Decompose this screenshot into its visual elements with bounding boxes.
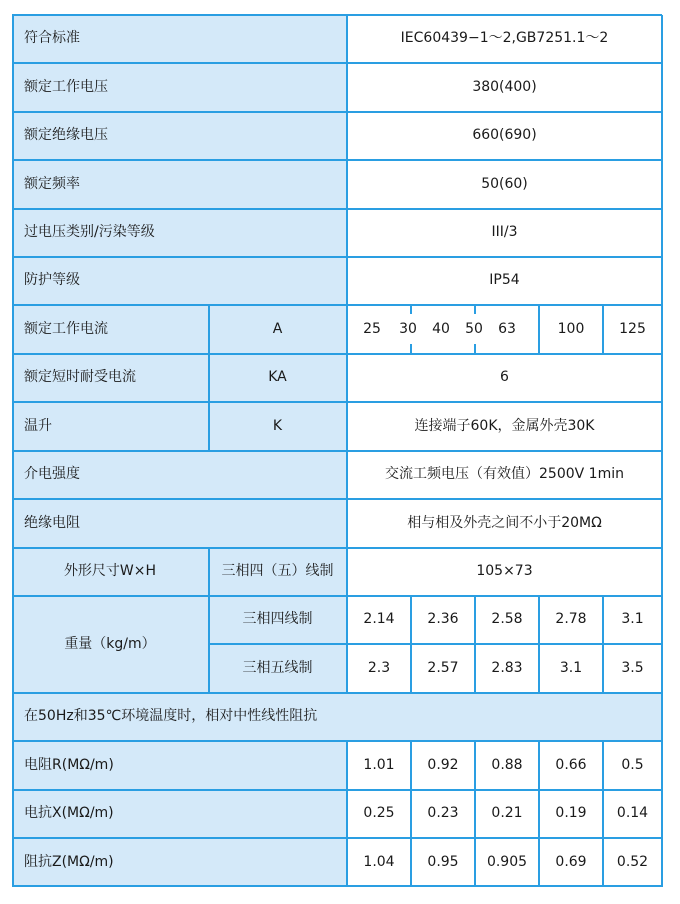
unit-temp-rise: K	[208, 403, 347, 450]
weight-five-wire-value: 2.83	[475, 645, 539, 692]
column-divider	[602, 740, 604, 887]
column-divider	[410, 595, 412, 693]
current-value: 30	[395, 306, 421, 353]
column-divider	[346, 740, 348, 887]
column-divider	[346, 15, 348, 693]
resistance-value: 0.66	[539, 742, 603, 789]
column-divider	[538, 740, 540, 887]
row-label-weight: 重量（kg/m）	[12, 596, 208, 692]
reactance-value: 0.25	[347, 790, 411, 837]
row-label-impedance: 阻抗Z(MΩ/m)	[12, 839, 347, 886]
impedance-value: 0.95	[411, 839, 475, 886]
row-label-short-time: 额定短时耐受电流	[12, 354, 208, 401]
row-divider	[12, 837, 662, 839]
row-divider	[12, 208, 662, 210]
row-label-rated-voltage: 额定工作电压	[12, 64, 347, 111]
weight-four-wire-value: 2.14	[347, 596, 411, 643]
row-divider	[12, 159, 662, 161]
current-value: 50	[461, 306, 487, 353]
column-divider	[602, 595, 604, 693]
value-protection: IP54	[347, 257, 662, 304]
row-divider	[12, 498, 662, 500]
weight-five-wire-label: 三相五线制	[208, 645, 347, 692]
resistance-value: 0.92	[411, 742, 475, 789]
reactance-value: 0.23	[411, 790, 475, 837]
impedance-value: 0.905	[475, 839, 539, 886]
reactance-value: 0.14	[603, 790, 662, 837]
reactance-value: 0.21	[475, 790, 539, 837]
weight-four-wire-label: 三相四线制	[208, 596, 347, 643]
resistance-value: 1.01	[347, 742, 411, 789]
weight-five-wire-value: 2.57	[411, 645, 475, 692]
column-divider	[208, 548, 210, 693]
column-divider	[538, 595, 540, 693]
impedance-heading: 在50Hz和35℃环境温度时，相对中性线性阻抗	[12, 693, 662, 740]
column-divider	[602, 305, 604, 353]
value-insulation-resistance: 相与相及外壳之间不小于20MΩ	[347, 500, 662, 547]
value-dielectric: 交流工频电压（有效值）2500V 1min	[347, 451, 662, 498]
unit-short-time: KA	[208, 354, 347, 401]
weight-four-wire-value: 2.36	[411, 596, 475, 643]
column-divider	[661, 15, 663, 887]
row-label-insulation-resistance: 绝缘电阻	[12, 500, 347, 547]
current-tick	[474, 344, 476, 353]
weight-four-wire-value: 3.1	[603, 596, 662, 643]
row-divider	[12, 692, 662, 694]
weight-four-wire-value: 2.58	[475, 596, 539, 643]
row-divider	[12, 789, 662, 791]
value-dimensions: 105×73	[347, 548, 662, 595]
column-divider	[474, 595, 476, 693]
column-divider	[474, 740, 476, 887]
row-divider	[12, 401, 662, 403]
row-divider	[12, 595, 662, 597]
resistance-value: 0.5	[603, 742, 662, 789]
row-divider	[12, 547, 662, 549]
row-label-insulation-voltage: 额定绝缘电压	[12, 112, 347, 159]
row-divider	[12, 740, 662, 742]
column-divider	[538, 305, 540, 353]
impedance-value: 1.04	[347, 839, 411, 886]
resistance-value: 0.88	[475, 742, 539, 789]
value-overvoltage: III/3	[347, 209, 662, 256]
column-divider	[12, 15, 14, 887]
spec-table	[12, 15, 662, 887]
reactance-value: 0.19	[539, 790, 603, 837]
impedance-value: 0.69	[539, 839, 603, 886]
row-divider	[12, 353, 662, 355]
row-divider	[12, 304, 662, 306]
current-value: 25	[359, 306, 385, 353]
column-divider	[410, 740, 412, 887]
row-divider	[12, 450, 662, 452]
current-tick	[410, 344, 412, 353]
current-value: 125	[603, 306, 662, 353]
row-label-dielectric: 介电强度	[12, 451, 347, 498]
weight-four-wire-value: 2.78	[539, 596, 603, 643]
value-rated-voltage: 380(400)	[347, 64, 662, 111]
value-temp-rise: 连接端子60K，金属外壳30K	[347, 403, 662, 450]
weight-five-wire-value: 3.1	[539, 645, 603, 692]
row-label-reactance: 电抗X(MΩ/m)	[12, 790, 347, 837]
row-divider	[12, 111, 662, 113]
current-value: 40	[428, 306, 454, 353]
row-label-current: 额定工作电流	[12, 306, 208, 353]
row-label-temp-rise: 温升	[12, 403, 208, 450]
row-label-standard: 符合标准	[12, 15, 347, 62]
row-divider	[12, 256, 662, 258]
row-divider	[12, 885, 662, 887]
value-insulation-voltage: 660(690)	[347, 112, 662, 159]
weight-five-wire-value: 3.5	[603, 645, 662, 692]
row-label-overvoltage: 过电压类别/污染等级	[12, 209, 347, 256]
unit-dimensions: 三相四（五）线制	[208, 548, 347, 595]
impedance-value: 0.52	[603, 839, 662, 886]
row-label-protection: 防护等级	[12, 257, 347, 304]
current-value: 100	[539, 306, 603, 353]
current-value: 63	[494, 306, 520, 353]
value-frequency: 50(60)	[347, 161, 662, 208]
row-divider	[12, 14, 662, 16]
unit-current: A	[208, 306, 347, 353]
column-divider	[208, 305, 210, 451]
row-label-frequency: 额定频率	[12, 161, 347, 208]
row-label-resistance: 电阻R(MΩ/m)	[12, 742, 347, 789]
current-tick	[474, 305, 476, 314]
weight-five-wire-value: 2.3	[347, 645, 411, 692]
row-divider	[208, 643, 662, 645]
row-label-dimensions: 外形尺寸W×H	[12, 548, 208, 595]
value-short-time: 6	[347, 354, 662, 401]
current-tick	[410, 305, 412, 314]
value-standard: IEC60439−1～2,GB7251.1～2	[347, 15, 662, 62]
row-divider	[12, 62, 662, 64]
